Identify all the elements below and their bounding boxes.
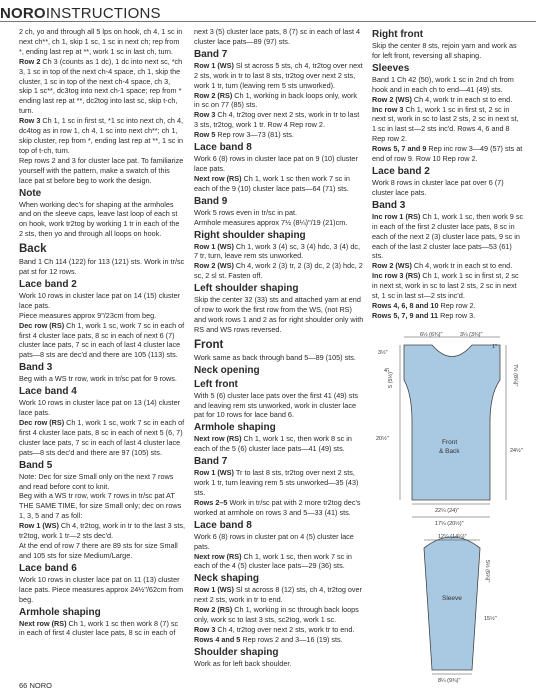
instruction-step: [194, 625, 364, 635]
step-text: Ch 1, work 1 sc, work 7 sc in each of first 4 cluster lace pats, 8 sc in each of next 6 (7) cluster lace pats, 7 sc in each of last 4 cluster lace pats—8 sts are dec'd and there are 105 (113) sts.: [19, 320, 185, 360]
step-text: Sl st across 5 sts, ch 4, tr2tog over next 2 sts, work in tr to last 8 sts, tr2tog over next 2 sts, work 1 tr, turn (leaving rem 5 sts unworked).: [194, 60, 363, 90]
step-text: Ch 1, work 1 sc in first st, 2 sc in next st, work in sc to last 2 sts, 2 sc in next st, 1 sc in last st—2 sts inc'd.: [372, 271, 519, 301]
page-footer: [19, 681, 52, 690]
step-text: Ch 4, tr2tog over next 2 sts, work tr to end.: [217, 624, 355, 634]
section-heading: Neck opening: [194, 364, 260, 376]
instruction-step: [194, 61, 364, 91]
step-label: Rows 5, 7, 9 and 11: [372, 310, 441, 320]
section-heading: Left shoulder shaping: [194, 283, 299, 295]
dim-left-mid: 4": [384, 368, 390, 374]
column-1: [19, 27, 185, 638]
instruction-paragraph: Band 1 Ch 114 (122) for 113 (121) sts. Work in tr/sc pat st for 12 rows.: [19, 257, 185, 277]
step-text: Ch 4, work tr in each st to end.: [413, 261, 513, 271]
instruction-step: [19, 321, 185, 361]
section-heading: Band 5: [19, 459, 53, 471]
step-label: Row 2 (RS): [194, 605, 235, 615]
instruction-paragraph: When working dec's for shaping at the armholes and on the sleeve caps, leave last loop of each st on hook, work tr2tog by working 1 tr in each of the 2 sts, then yo and through all loops on hook.: [19, 199, 180, 239]
instruction-paragraph: next 3 (5) cluster lace pats, 8 (7) sc in each of last 4 cluster lace pats—89 (97) sts.: [194, 27, 361, 46]
instruction-paragraph: Beg with a WS tr row, work in tr/sc pat for 9 rows.: [19, 374, 177, 384]
dim-left-depth: 5 (5½)": [388, 370, 394, 388]
instruction-paragraph: Work 6 (8) rows in cluster lace pat on 9 (10) cluster lace pats.: [194, 154, 358, 173]
dim-armhole: 7½ (8¼)": [512, 364, 518, 387]
step-label: Row 5: [194, 130, 218, 140]
instruction-paragraph: 2 ch, yo and through all 5 lps on hook, ch 4, 1 sc in next ch**, ch 1, skip 1 sc, 1 sc in next ch; rep from *, ending last rep at **, work 1 sc in last ch, turn.: [19, 27, 183, 56]
column-2: [194, 27, 364, 669]
column-3: [372, 27, 524, 321]
instruction-paragraph: Piece measures approx 9"/23cm from beg.: [19, 310, 157, 320]
instruction-paragraph: Work 5 rows even in tr/sc in pat.: [194, 207, 298, 217]
step-label: Rows 2–5: [194, 497, 230, 507]
step-text: Work in tr/sc pat with 2 more tr2tog dec's worked at armhole on rows 3 and 5—33 (41) sts.: [194, 497, 361, 517]
step-label: Row 1 (WS): [194, 468, 236, 478]
step-text: Ch 1, work 1 sc, then work 8 sc in each of the 5 (6) cluster lace pats—41 (49) sts.: [194, 434, 352, 454]
step-label: Row 3: [194, 624, 218, 634]
instruction-paragraph: At the end of row 7 there are 89 sts for size Small and 105 sts for size Medium/Large.: [19, 540, 178, 560]
instruction-step: [372, 105, 524, 145]
step-label: Row 3: [19, 116, 43, 126]
header-rule: [0, 21, 536, 22]
instruction-paragraph: Skip the center 32 (33) sts and attached yarn at end of row to work the first row from the WS, (not RS) and work rows 1 and 2 as for right shoulder only with RS and WS rows reversed.: [194, 295, 364, 334]
section-heading: Band 9: [194, 195, 228, 207]
step-label: Row 2 (WS): [372, 94, 414, 104]
instruction-step: [194, 261, 364, 281]
step-text: Rep row 2.: [440, 300, 476, 310]
step-text: Rep rows 2 and 3—16 (19) sts.: [242, 634, 343, 644]
dim-left-length: 20½": [376, 436, 389, 442]
step-text: Ch 1, work 1 sc then work 8 (7) sc in each of first 4 cluster lace pats, 8 sc in each of: [19, 618, 179, 638]
step-text: Ch 1, work 1 sc, then work 9 sc in each of the first 2 cluster lace pats, 8 sc in each of the next 2 (3) cluster lace pats, 9 sc in each of the last 2 cluster lace pats—53 (61) sts.: [372, 211, 524, 261]
instruction-step: [194, 242, 364, 262]
step-text: Sl st across 8 (12) sts, ch 4, tr2tog over next 2 sts, work in tr to end.: [194, 585, 363, 605]
brand-name: NORO: [0, 5, 46, 22]
instruction-step: [372, 271, 524, 301]
back-label: & Back: [439, 448, 460, 455]
dim-right-length: 24½": [510, 448, 523, 454]
step-label: Inc row 3: [372, 104, 406, 114]
instruction-step: [19, 418, 185, 458]
instruction-step: [194, 91, 364, 111]
instruction-step: [19, 521, 185, 541]
dim-neck: 1": [492, 344, 498, 350]
step-text: Ch 4, tr2tog over next 2 sts, work in tr to last 3 sts, tr2tog, work 1 tr. Row 4 Rep row 2.: [194, 110, 360, 130]
dim-bottom: 22¼ (24)": [435, 508, 459, 514]
sleeve-dim-length: 15½": [484, 616, 497, 622]
page-header: [0, 0, 536, 24]
front-back-piece: [404, 345, 500, 500]
step-text: Ch 1, working in sc through back loops only, work sc to last 3 sts, sc2tog, work 1 sc.: [194, 605, 359, 625]
step-text: Ch 4, tr2tog, work in tr to the last 3 sts, tr2tog, work 1 tr—2 sts dec'd.: [19, 521, 185, 541]
section-heading: Note: [19, 187, 42, 199]
dim-top-mid: 3¼ (3¾)": [460, 332, 483, 338]
step-label: Next row (RS): [194, 173, 244, 183]
instruction-paragraph: Work 10 rows in cluster lace pat on 13 (14) cluster lace pats.: [19, 398, 181, 418]
instruction-step: [194, 174, 364, 194]
step-text: Ch 3 (counts as 1 dc), 1 dc into next sc, *ch 3, 1 sc in top of the next ch-4 space, ch 1, skip the cluster, 1 sc in top of the next ch-4 space, ch 3, skip 1 sc**, dc3tog into next ch-1 space; rep from * ending last rep at **, dc2tog into last sc, skip t-ch, turn.: [19, 56, 183, 116]
section-heading: Lace band 4: [19, 386, 77, 398]
instruction-step: [372, 144, 524, 164]
step-label: Row 2 (WS): [372, 261, 414, 271]
header-logo: [0, 5, 161, 22]
instruction-paragraph: Beg with a WS tr row, work 7 rows in tr/sc pat AT THE SAME TIME, for size Small only; dec on rows 1, 3, 5 and 7 as foll:: [19, 491, 182, 521]
schematic-diagram: [372, 328, 532, 688]
dim-top: 6½ (6¾)": [420, 332, 443, 338]
step-label: Rows 5, 7 and 9: [372, 144, 429, 154]
instruction-step: [372, 301, 524, 311]
section-heading: Band 3: [19, 362, 53, 374]
step-label: Inc row 3 (RS): [372, 271, 423, 281]
instruction-step: [372, 261, 524, 271]
section-heading: Right shoulder shaping: [194, 229, 306, 241]
instruction-step: [194, 434, 364, 454]
front-label: Front: [442, 439, 458, 446]
instruction-step: [194, 110, 364, 130]
step-label: Row 3: [194, 110, 218, 120]
step-text: Ch 4, work 2 (3) tr, 2 (3) dc, 2 (3) hdc, 2 sc, 2 sl st. Fasten off.: [194, 261, 363, 281]
instruction-paragraph: Band 1 Ch 42 (50), work 1 sc in 2nd ch from hook and in each ch to end—41 (49) sts.: [372, 74, 514, 94]
instruction-step: [194, 498, 364, 518]
sleeve-dim-top: 12¼ (14¼)": [438, 534, 467, 540]
step-label: Row 1 (WS): [19, 521, 61, 531]
section-heading: Back: [19, 243, 47, 256]
step-label: Next row (RS): [194, 551, 244, 561]
section-heading: Lace band 2: [372, 165, 430, 177]
step-label: Row 2 (WS): [194, 261, 236, 271]
section-heading: Left front: [194, 378, 238, 390]
instruction-paragraph: Work 6 (8) rows in cluster pat on 4 (5) cluster lace pats.: [194, 531, 354, 551]
footer-brand: NORO: [29, 681, 52, 690]
section-heading: Lace band 2: [19, 278, 77, 290]
instruction-paragraph: Work as for left back shoulder.: [194, 658, 292, 668]
instruction-step: [19, 116, 185, 156]
section-heading: Shoulder shaping: [194, 646, 279, 658]
instruction-step: [194, 585, 364, 605]
instruction-paragraph: With 5 (6) cluster lace pats over the first 41 (49) sts and leaving rem sts unworked, work in cluster lace pat for 10 rows for lace band 6.: [194, 390, 358, 420]
instruction-step: [19, 619, 185, 639]
instruction-paragraph: Skip the center 8 sts, rejoin yarn and work as for left front, reversing all shaping.: [372, 41, 517, 60]
step-label: Dec row (RS): [19, 320, 67, 330]
section-heading: Neck shaping: [194, 573, 260, 585]
step-label: Dec row (RS): [19, 418, 67, 427]
sleeve-dim-cap: 5½ (6¼)": [484, 560, 490, 583]
step-text: Tr to last 8 sts, tr2tog over next 2 sts, work 1 tr, turn leaving rem 5 sts unworked—35 (43) sts.: [194, 468, 359, 497]
step-text: Ch 1, working in back loops only, work in sc on 77 (85) sts.: [194, 90, 358, 110]
sleeve-label: Sleeve: [442, 595, 462, 602]
section-heading: Right front: [372, 29, 424, 40]
section-heading: Armhole shaping: [19, 606, 101, 618]
section-heading: Band 3: [372, 199, 406, 211]
step-label: Row 1 (WS): [194, 60, 236, 70]
instruction-paragraph: Work 8 rows in cluster lace pat over 6 (7) cluster lace pats.: [372, 177, 504, 197]
step-label: Row 1 (WS): [194, 585, 236, 595]
step-text: Ch 1, work 1 sc then work 7 sc in each of the 9 (10) cluster lace pats—64 (71) sts.: [194, 173, 350, 193]
step-text: Ch 4, work tr in each st to end.: [413, 94, 513, 104]
section-heading: Lace band 8: [194, 142, 252, 154]
instruction-step: [194, 635, 364, 645]
instruction-step: [372, 212, 524, 262]
sleeve-dim-bottom: 8¼ (9¾)": [438, 678, 461, 684]
section-heading: Band 7: [194, 48, 228, 60]
instruction-paragraph: Note: Dec for size Small only on the next 7 rows and read before cont to knit.: [19, 471, 174, 491]
instruction-step: [194, 468, 364, 498]
step-text: Rep row 3.: [440, 310, 476, 320]
step-text: Rep inc row 3—49 (57) sts at end of row 9. Row 10 Rep row 2.: [372, 144, 523, 164]
instruction-step: [194, 130, 364, 140]
step-label: Next row (RS): [19, 618, 69, 628]
dim-bottom2: 17¼ (20½)": [435, 521, 464, 527]
step-label: Row 2 (RS): [194, 90, 235, 100]
instruction-paragraph: Work same as back through band 5—89 (105) sts.: [194, 352, 356, 362]
dim-left-top: 3½": [378, 350, 388, 356]
step-text: Rep row 3—73 (81) sts.: [217, 130, 294, 140]
instruction-step: [194, 605, 364, 625]
page-number: 66: [19, 681, 28, 690]
instruction-step: [372, 311, 524, 321]
step-text: Ch 1, work 1 sc, work 7 sc in each of first 4 cluster lace pats, 8 sc in each of next 5 (6, 7) cluster lace pats, 7 sc in each of last 4 cluster lace pats—8 sts dec'd and there are 97 (105) sts.: [19, 418, 185, 457]
step-label: Row 2: [19, 56, 43, 66]
section-heading: Lace band 6: [19, 562, 77, 574]
step-label: Row 1 (WS): [194, 241, 236, 251]
step-text: Ch 1, work 1 sc in first st, 2 sc in next st, work in sc to last 2 sts, 2 sc in next st, 1 sc in last st—2 sts inc'd. Rows 4, 6 and 8 Rep row 2.: [372, 104, 519, 144]
sleeve-piece: [424, 537, 480, 670]
instruction-step: [372, 95, 524, 105]
section-heading: Band 7: [194, 456, 228, 468]
instruction-paragraph: Rep rows 2 and 3 for cluster lace pat. To familiarize yourself with the pattern, make a swatch of this lace pat st before beg to work the design.: [19, 155, 184, 185]
header-title: INSTRUCTIONS: [45, 5, 161, 22]
instruction-paragraph: Armhole measures approx 7½ (8¼)"/19 (21)cm.: [194, 217, 348, 227]
step-text: Ch 1, work 1 sc, then work 7 sc in each of the 4 (5) cluster lace pats—29 (36) sts.: [194, 551, 352, 571]
section-heading: Sleeves: [372, 62, 410, 74]
step-label: Rows 4 and 5: [194, 634, 243, 644]
step-label: Inc row 1 (RS): [372, 211, 423, 221]
step-text: Ch 1, work 3 (4) sc, 3 (4) hdc, 3 (4) dc, 7 tr, turn, leave rem sts unworked.: [194, 241, 360, 261]
instruction-step: [19, 57, 185, 116]
step-label: Rows 4, 6, 8 and 10: [372, 300, 441, 310]
step-text: Ch 1, 1 sc in first st, *1 sc into next ch, ch 4, dc4tog as in row 1, ch 4, 1 sc into next ch**; ch 1, skip cluster, rep from *, ending last rep at **, 1 sc in top of t-ch, turn.: [19, 116, 184, 155]
section-heading: Armhole shaping: [194, 422, 276, 434]
section-heading: Lace band 8: [194, 519, 252, 531]
instruction-step: [194, 552, 364, 572]
step-label: Next row (RS): [194, 434, 244, 444]
instruction-paragraph: Work 10 rows in cluster lace pat on 14 (15) cluster lace pats.: [19, 290, 181, 310]
instruction-paragraph: Work 10 rows in cluster lace pat on 11 (13) cluster lace pats. Piece measures approx 24½"/62cm from beg.: [19, 574, 184, 604]
section-heading: Front: [194, 338, 224, 351]
